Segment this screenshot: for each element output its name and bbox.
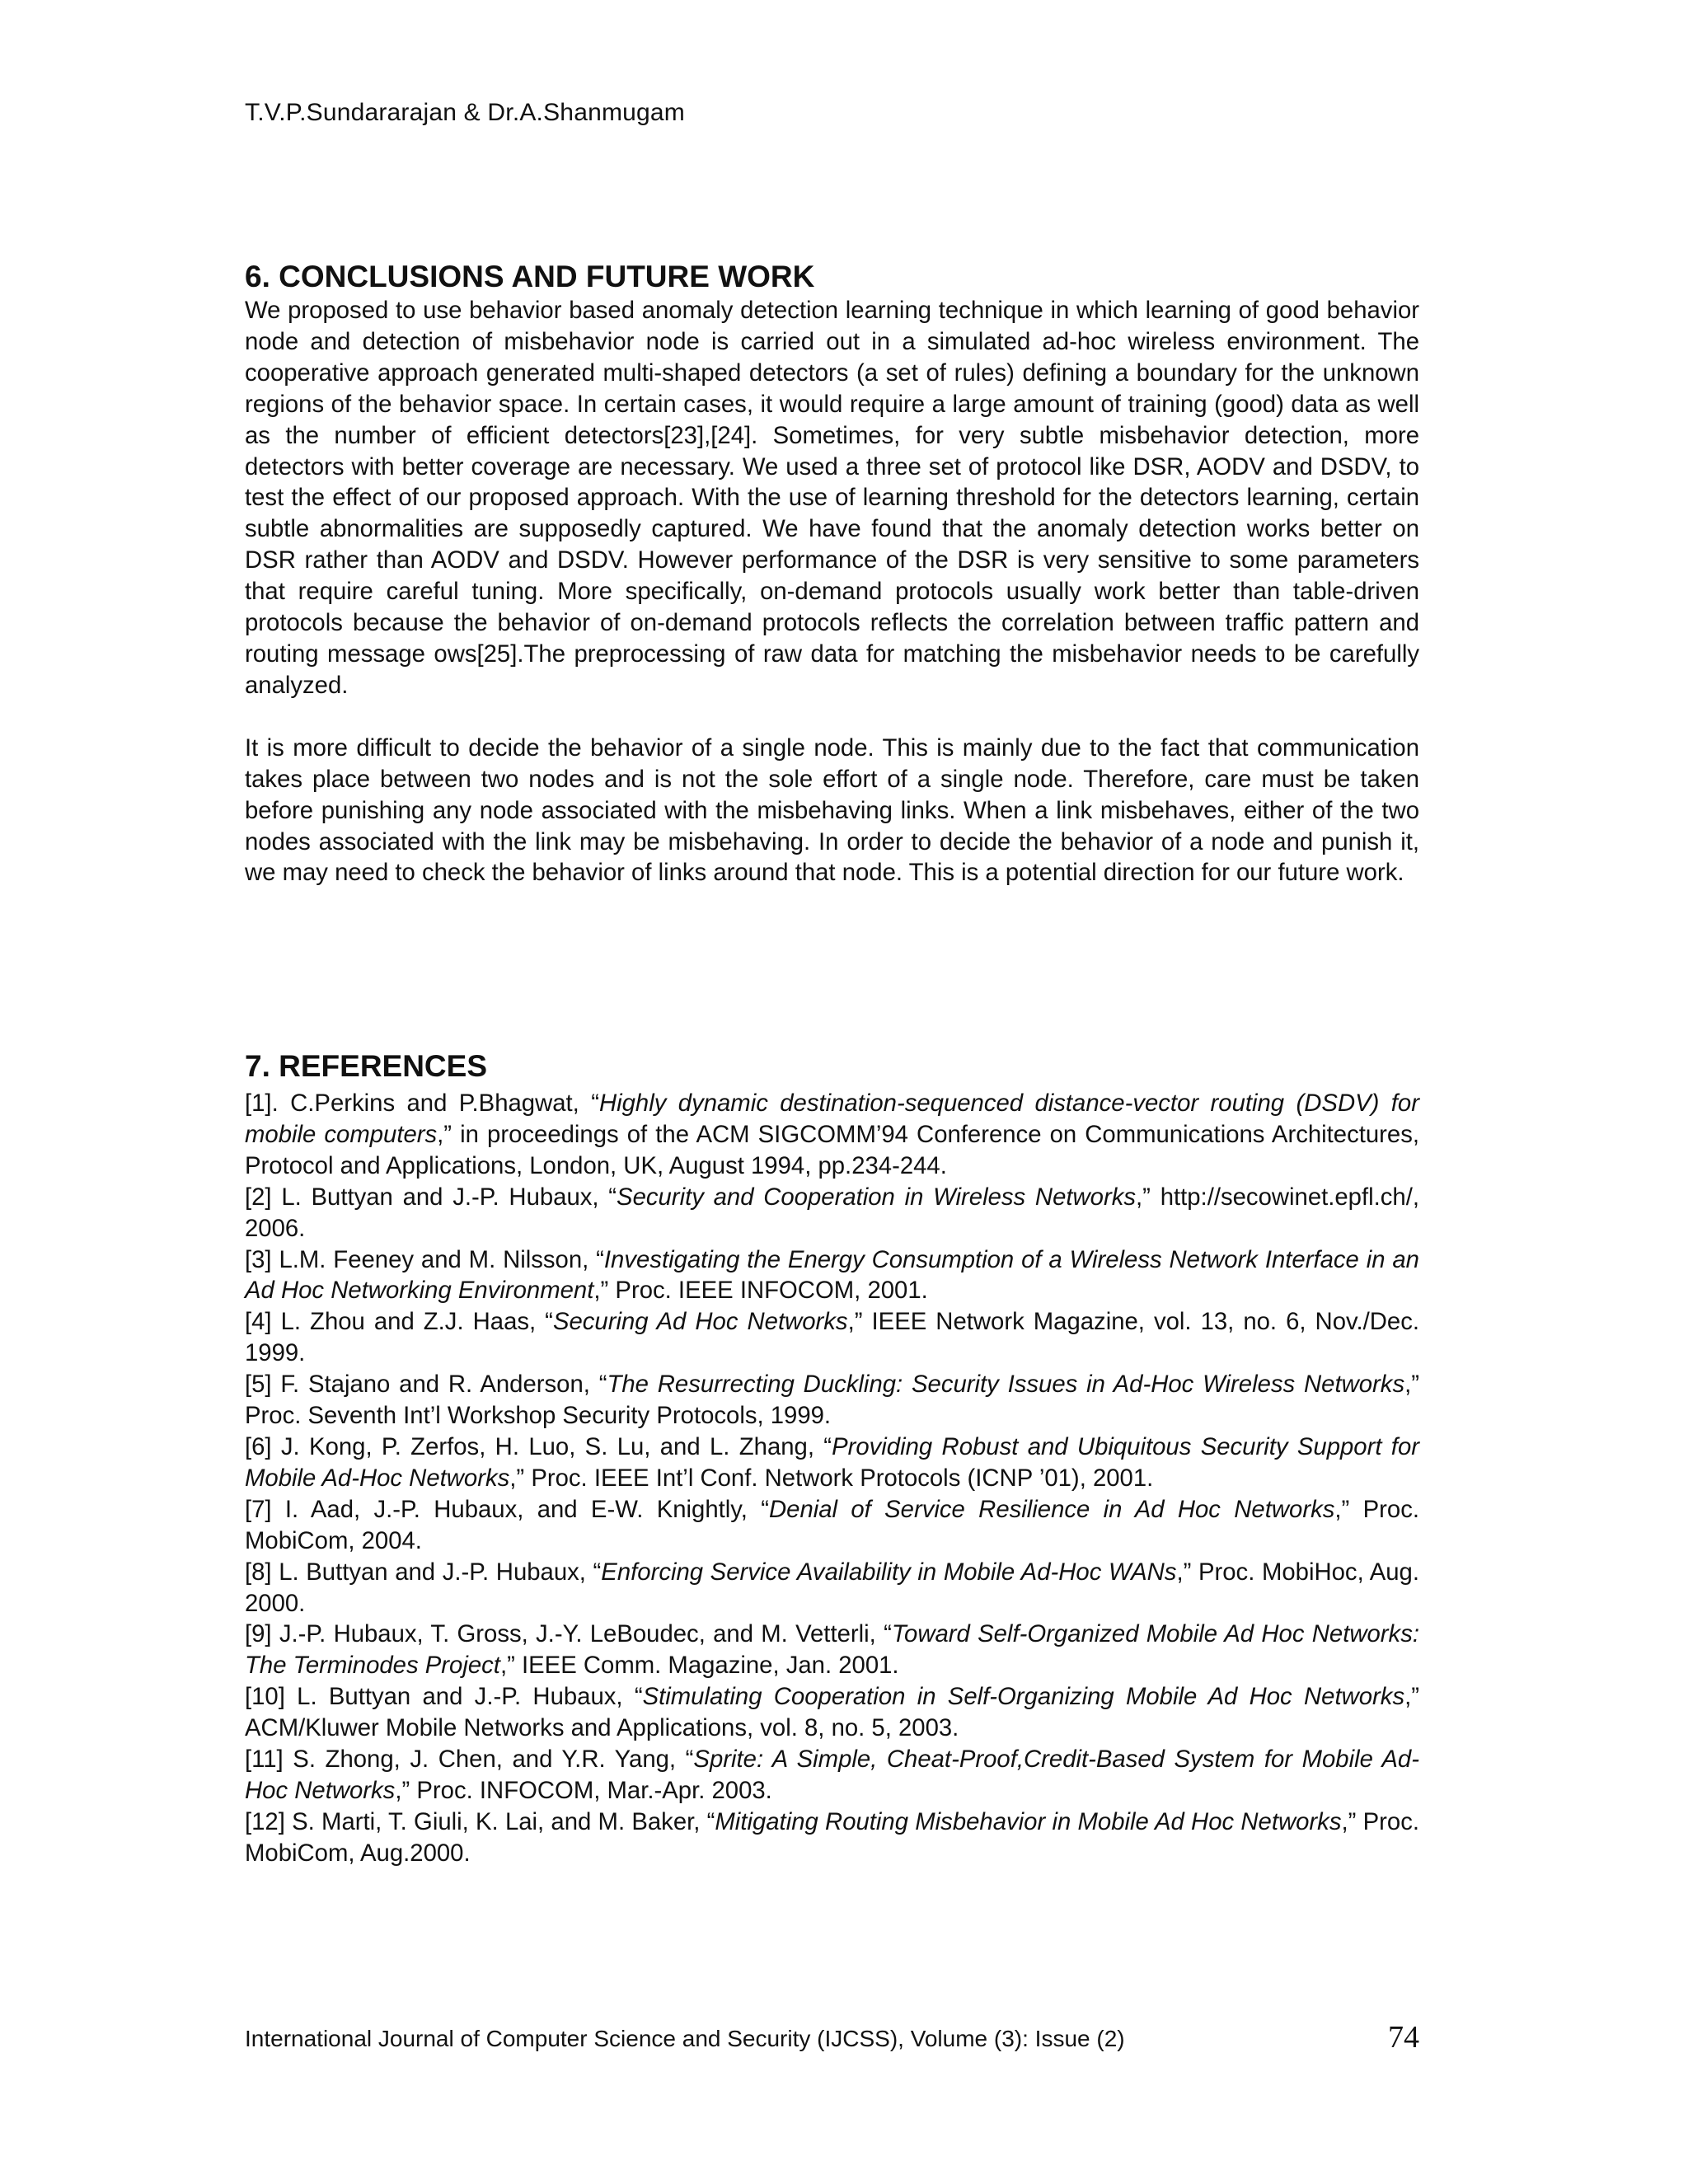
reference-list [245, 1088, 1419, 1869]
reference-authors: [12] S. Marti, T. Giuli, K. Lai, and M. Baker, “ [245, 1807, 715, 1835]
page-footer [245, 2020, 1419, 2059]
references-section [245, 1048, 1419, 1869]
reference-authors: [1]. C.Perkins and P.Bhagwat, “ [245, 1090, 599, 1117]
reference-authors: [4] L. Zhou and Z.J. Haas, “ [245, 1308, 553, 1336]
reference-authors: [8] L. Buttyan and J.-P. Hubaux, “ [245, 1558, 602, 1586]
reference-authors: [10] L. Buttyan and J.-P. Hubaux, “ [245, 1683, 643, 1711]
reference-title: Toward Self-Organized Mobile Ad Hoc Networks: The Terminodes Project [245, 1620, 1419, 1680]
footer-journal-name: International Journal of Computer Science and Security (IJCSS), Volume (3): Issue (2) [245, 2026, 1125, 2051]
reference-authors: [2] L. Buttyan and J.-P. Hubaux, “ [245, 1183, 617, 1211]
reference-item-1 [245, 1088, 1419, 1182]
reference-source: ,” ACM/Kluwer Mobile Networks and Applications, vol. 8, no. 5, 2003. [245, 1683, 1419, 1742]
reference-title: Enforcing Service Availability in Mobile Ad-Hoc WANs [601, 1558, 1177, 1586]
reference-source: ,” Proc. IEEE Int’l Conf. Network Protocols (ICNP ’01), 2001. [509, 1464, 1154, 1492]
reference-item-3 [245, 1244, 1419, 1307]
section-heading-references: 7. REFERENCES [245, 1049, 488, 1083]
reference-source: ,” Proc. MobiCom, 2004. [245, 1495, 1419, 1554]
reference-authors: [5] F. Stajano and R. Anderson, “ [245, 1371, 607, 1399]
running-head-authors: T.V.P.Sundararajan & Dr.A.Shanmugam [245, 99, 685, 126]
reference-title: Securing Ad Hoc Networks [552, 1308, 848, 1336]
reference-title: Highly dynamic destination-sequenced distance-vector routing (DSDV) for mobile computers [245, 1090, 1419, 1148]
reference-item-8 [245, 1557, 1419, 1619]
reference-source: ,” IEEE Comm. Magazine, Jan. 2001. [499, 1652, 899, 1680]
reference-title: Providing Robust and Ubiquitous Security Support for Mobile Ad-Hoc Networks [245, 1432, 1419, 1492]
reference-title: Stimulating Cooperation in Self-Organizing Mobile Ad Hoc Networks [642, 1683, 1405, 1711]
reference-title: Sprite: A Simple, Cheat-Proof,Credit-Based System for Mobile Ad-Hoc Networks [245, 1746, 1419, 1804]
section-heading-conclusions: 6. CONCLUSIONS AND FUTURE WORK [245, 260, 815, 293]
reference-title: Mitigating Routing Misbehavior in Mobile Ad Hoc Networks [715, 1807, 1342, 1835]
reference-source: ,” in proceedings of the ACM SIGCOMM’94 Conference on Communications Architectures, Protocol and Applications, London, UK, August 1994, pp.234-244. [245, 1120, 1420, 1179]
reference-source: ,” Proc. IEEE INFOCOM, 2001. [593, 1277, 928, 1305]
reference-authors: [3] L.M. Feeney and M. Nilsson, “ [245, 1245, 604, 1273]
reference-source: ,” Proc. INFOCOM, Mar.-Apr. 2003. [395, 1776, 772, 1804]
reference-item-10 [245, 1681, 1419, 1744]
reference-item-7 [245, 1494, 1419, 1557]
reference-title: Investigating the Energy Consumption of a Wireless Network Interface in an Ad Hoc Networking Environment [245, 1245, 1419, 1305]
reference-title: Denial of Service Resilience in Ad Hoc Networks [769, 1495, 1335, 1523]
conclusions-paragraph-1: We proposed to use behavior based anomaly detection learning technique in which learning of good behavior node and detection of misbehavior node is carried out in a simulated ad-hoc wireless environment. The cooperative approach generated multi-shaped detectors (a set of rules) defining a boundary for the unknown regions of the behavior space. In certain cases, it would require a large amount of training (good) data as well as the number of efficient detectors[23],[24]. Sometimes, for very subtle misbehavior detection, more detectors with better coverage are necessary. We used a three set of protocol like DSR, AODV and DSDV, to test the effect of our proposed approach. With the use of learning threshold for the detectors learning, certain subtle abnormalities are supposedly captured. We have found that the anomaly detection works better on DSR rather than AODV and DSDV. However performance of the DSR is very sensitive to some parameters that require careful tuning. More specifically, on-demand protocols usually work better than table-driven protocols because the behavior of on-demand protocols reflects the correlation between traffic pattern and routing message ows[25].The preprocessing of raw data for matching the misbehavior needs to be carefully analyzed. [245, 297, 1419, 699]
reference-title: Security and Cooperation in Wireless Networks [617, 1183, 1137, 1211]
reference-item-6 [245, 1432, 1419, 1494]
reference-item-9 [245, 1619, 1419, 1681]
reference-source: ,” Proc. MobiHoc, Aug. 2000. [245, 1558, 1419, 1617]
reference-item-2 [245, 1182, 1419, 1244]
reference-title: The Resurrecting Duckling: Security Issues in Ad-Hoc Wireless Networks [607, 1371, 1405, 1399]
reference-authors: [9] J.-P. Hubaux, T. Gross, J.-Y. LeBoudec, and M. Vetterli, “ [245, 1620, 892, 1648]
reference-item-12 [245, 1807, 1419, 1869]
reference-item-11 [245, 1744, 1419, 1807]
reference-authors: [7] I. Aad, J.-P. Hubaux, and E-W. Knightly, “ [245, 1495, 769, 1523]
conclusions-paragraph-2: It is more difficult to decide the behavior of a single node. This is mainly due to the fact that communication takes place between two nodes and is not the sole effort of a single node. Therefore, care must be taken before punishing any node associated with the misbehaving links. When a link misbehaves, either of the two nodes associated with the link may be misbehaving. In order to decide the behavior of a node and punish it, we may need to check the behavior of links around that node. This is a potential direction for our future work. [245, 733, 1419, 887]
reference-authors: [11] S. Zhong, J. Chen, and Y.R. Yang, “ [245, 1746, 694, 1774]
reference-source: ,” IEEE Network Magazine, vol. 13, no. 6, Nov./Dec. 1999. [245, 1308, 1419, 1367]
reference-item-5 [245, 1369, 1419, 1432]
reference-authors: [6] J. Kong, P. Zerfos, H. Luo, S. Lu, and L. Zhang, “ [245, 1432, 832, 1460]
reference-source: ,” http://secowinet.epfl.ch/, 2006. [245, 1183, 1419, 1242]
reference-source: ,” Proc. MobiCom, Aug.2000. [245, 1807, 1420, 1867]
page-number: 74 [1388, 2020, 1419, 2055]
reference-item-4 [245, 1306, 1419, 1369]
conclusions-section [245, 259, 1419, 888]
reference-source: ,” Proc. Seventh Int’l Workshop Security Protocols, 1999. [245, 1371, 1420, 1430]
